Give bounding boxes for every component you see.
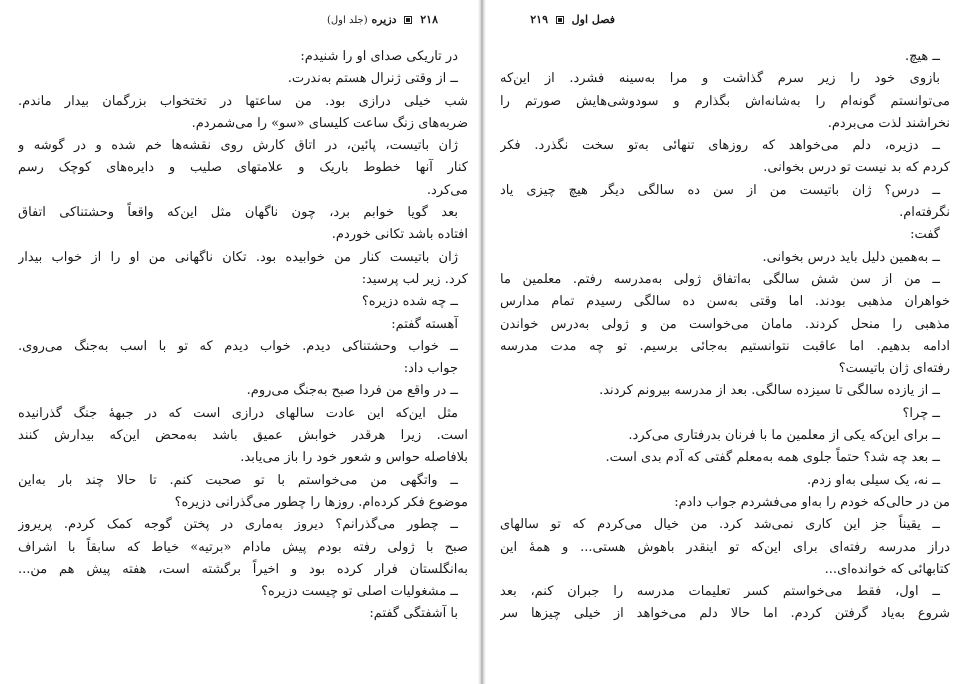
text-line: ــ درس؟ ژان باتیست من از سن ده سالگی دیگر هیچ چیزی یاد bbox=[500, 182, 940, 198]
chapter-title: فصل اول bbox=[571, 13, 615, 26]
text-line: ــ چطور می‌گذرانم؟ دیروز به‌ماری در پختن گوجه کمک کردم. پریروز bbox=[18, 517, 458, 533]
text-line: است. زیرا هرقدر خوابش عمیق باشد به‌محض این‌که بیدارش کنند bbox=[18, 428, 468, 444]
book-title: دزیره bbox=[371, 13, 397, 26]
text-line: ــ واتگهی من می‌خواستم با تو صحبت کنم. تا حالا چند بار به‌این bbox=[18, 472, 458, 488]
text-line: بعد گویا خوابم برد، چون ناگهان مثل این‌که واقعاً وحشتناکی اتفاق bbox=[18, 205, 458, 221]
text-line: به‌انگلستان فرار کرده بود و اخیراً برگشته است، هفته پیش هم من... bbox=[18, 561, 468, 577]
running-head bbox=[530, 13, 615, 26]
page-body bbox=[500, 46, 950, 626]
text-line: صبح با ژولی رفته بودم پیش مادام «برتیه» خیاط که سابقاً با اشراف bbox=[18, 539, 468, 555]
page-number: ۲۱۸ bbox=[420, 13, 438, 26]
text-line: دراز مدرسه رفته‌ای برای این‌که تو اینقدر باهوش هستی... و همهٔ این bbox=[500, 539, 950, 555]
text-line: ــ در واقع من فردا صبح به‌جنگ می‌روم. bbox=[246, 383, 458, 399]
text-line: مثل این‌که این عادت سالهای درازی است که در جبههٔ جنگ گذرانیده bbox=[18, 405, 458, 421]
text-line: ــ دزیره، دلم می‌خواهد که روزهای تنهائی به‌تو سخت نگذرد. فکر bbox=[500, 138, 940, 154]
text-line: ــ برای این‌که یکی از معلمین ما با فرنان بدرفتاری می‌کرد. bbox=[628, 428, 940, 444]
text-line: جواب داد: bbox=[403, 361, 458, 377]
text-line: موضوع فکر کرده‌ام. روزها را چطور می‌گذرانی دزیره؟ bbox=[174, 494, 468, 510]
text-line: ــ چه شده دزیره؟ bbox=[361, 294, 458, 310]
page-number: ۲۱۹ bbox=[530, 13, 548, 26]
separator-icon bbox=[556, 16, 564, 24]
text-line: می‌کرد. bbox=[426, 182, 468, 198]
page-gutter bbox=[478, 0, 486, 684]
text-line: ــ به‌همین دلیل باید درس بخوانی. bbox=[762, 249, 940, 265]
text-line: ــ چرا؟ bbox=[902, 405, 940, 421]
text-line: گفت: bbox=[910, 227, 940, 243]
text-line: ژان باتیست، پائین، در اتاق کارش روی نقشه‌ها خم شده و در گوشه و bbox=[18, 138, 458, 154]
text-line: کنار آنها خطوط باریک و علامتهای صلیب و دایره‌های کوچک رسم bbox=[18, 160, 468, 176]
volume-label: (جلد اول) bbox=[327, 15, 368, 26]
text-line: افتاده باشد تکانی خوردم. bbox=[331, 227, 468, 243]
text-line: ــ هیچ. bbox=[904, 49, 940, 64]
text-line: من در حالی‌که خودم را به‌او می‌فشردم جواب دادم: bbox=[674, 494, 950, 510]
text-line: ــ مشغولیات اصلی تو چیست دزیره؟ bbox=[261, 584, 458, 600]
text-line: ــ من از سن شش سالگی به‌اتفاق ژولی به‌مدرسه رفتم. معلمین ما bbox=[500, 271, 940, 287]
text-line: ــ از یازده سالگی تا سیزده سالگی. بعد از مدرسه بیرونم کردند. bbox=[599, 383, 940, 399]
text-line: شب خیلی درازی بود. من ساعتها در تختخواب بزرگمان بیدار ماندم. bbox=[18, 93, 468, 109]
text-line: می‌توانستم گونه‌ام را به‌شانه‌اش بگذارم و سودوشی‌هایش صورتم را bbox=[500, 93, 950, 109]
page-header bbox=[18, 13, 468, 31]
text-line: نخراشند لذت می‌بردم. bbox=[827, 115, 950, 131]
page-body bbox=[18, 46, 468, 626]
text-line: با آشفتگی گفتم: bbox=[369, 606, 458, 622]
text-line: شروع به‌یاد گرفتن کردم. اما حالا دلم می‌خواهد از خیلی چیزها سر bbox=[500, 606, 950, 622]
text-line: کتابهائی که خوانده‌ای... bbox=[824, 561, 950, 577]
text-line: رفته‌ای ژان باتیست؟ bbox=[838, 361, 950, 377]
text-line: خواهران مذهبی بودند. اما وقتی به‌سن ده سالگی رسیدم تمام مدارس bbox=[500, 294, 950, 310]
text-line: بازوی خود را زیر سرم گذاشت و مرا به‌سینه فشرد. از این‌که bbox=[500, 71, 940, 87]
running-head bbox=[327, 13, 438, 26]
text-line: نگرفته‌ام. bbox=[899, 205, 950, 221]
text-line: کردم که بد نیست تو درس بخوانی. bbox=[763, 160, 950, 176]
left-page bbox=[18, 0, 468, 684]
text-line: ــ نه، یک سیلی به‌او زدم. bbox=[807, 472, 940, 488]
text-line: ــ از وقتی ژنرال هستم به‌ندرت. bbox=[287, 71, 458, 87]
text-line: ــ اول، فقط می‌خواستم کسر تعلیمات مدرسه را جبران کنم، بعد bbox=[500, 584, 940, 600]
text-line: مذهبی را منحل کردند. مامان می‌خواست من و ژولی به‌درس خواندن bbox=[500, 316, 950, 332]
text-line: بلافاصله حواس و شعور خود را باز می‌یابد. bbox=[240, 450, 468, 466]
text-line: کرد. زیر لب پرسید: bbox=[361, 271, 468, 287]
text-line: ــ یقیناً جز این کاری نمی‌شد کرد. من خیال می‌کردم که تو سالهای bbox=[500, 517, 940, 533]
text-line: در تاریکی صدای او را شنیدم: bbox=[300, 49, 458, 64]
separator-icon bbox=[404, 16, 412, 24]
text-line: ــ بعد چه شد؟ حتماً جلوی همه به‌معلم گفتی که آدم بدی است. bbox=[605, 450, 940, 466]
text-line: ــ خواب وحشتناکی دیدم. خواب دیدم که تو با اسب به‌جنگ می‌روی. bbox=[18, 338, 458, 354]
text-line: آهسته گفتم: bbox=[391, 316, 458, 332]
text-line: ژان باتیست کنار من خوابیده بود. تکان ناگهانی من او را از خواب بیدار bbox=[18, 249, 458, 265]
text-line: ادامه بدهیم. اما عاقبت نتوانستیم به‌جائی برسیم. تو چه مدت مدرسه bbox=[500, 338, 950, 354]
right-page bbox=[500, 0, 950, 684]
page-header bbox=[500, 13, 950, 31]
text-line: ضربه‌های زنگ ساعت کلیسای «سو» را می‌شمردم. bbox=[191, 115, 468, 131]
